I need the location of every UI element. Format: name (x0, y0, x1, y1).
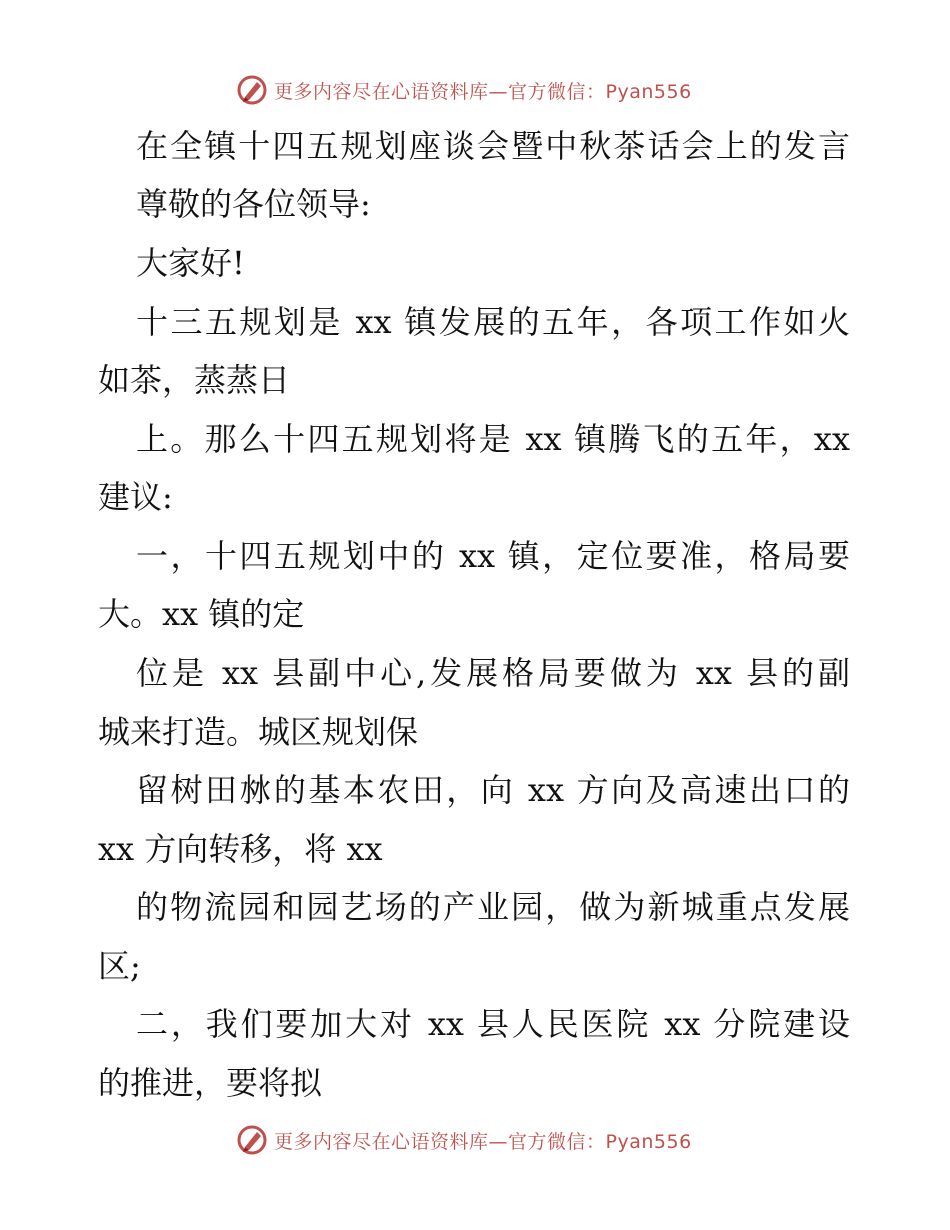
paragraph-line: 建议: (98, 478, 173, 516)
watermark-text: 更多内容尽在心语资料库—官方微信：Pyan556 (274, 1130, 692, 1153)
paragraph-line: 如茶，蒸蒸日 (98, 361, 291, 399)
paragraph-line: 一，十四五规划中的 xx 镇，定位要准，格局要 (136, 537, 850, 575)
paragraph-line: 上。那么十四五规划将是 xx 镇腾飞的五年，xx (136, 420, 850, 458)
salutation-line: 尊敬的各位领导: (136, 185, 371, 223)
paragraph-line: 留树田沝的基本农田，向 xx 方向及高速出口的 (136, 771, 850, 809)
paragraph-line: 十三五规划是 xx 镇发展的五年，各项工作如火 (136, 303, 850, 341)
greeting-line: 大家好! (136, 244, 245, 282)
paragraph-line: 区; (98, 947, 141, 985)
watermark-text: 更多内容尽在心语资料库—官方微信：Pyan556 (274, 80, 692, 103)
paragraph-line: 大。xx 镇的定 (98, 595, 305, 633)
paragraph-line: 的物流园和园艺场的产业园，做为新城重点发展 (136, 888, 850, 926)
paragraph-line: xx 方向转移，将 xx (98, 830, 383, 868)
paragraph-line: 位是 xx 县副中心,发展格局要做为 xx 县的副 (136, 654, 850, 692)
paragraph-line: 二，我们要加大对 xx 县人民医院 xx 分院建设 (136, 1005, 850, 1043)
pen-logo-icon (236, 1124, 268, 1156)
paragraph-line: 的推进，要将拟 (98, 1064, 323, 1102)
document-title: 在全镇十四五规划座谈会暨中秋茶话会上的发言 (136, 127, 850, 165)
watermark-banner-bottom (236, 1122, 692, 1158)
paragraph-line: 城来打造。城区规划保 (98, 713, 419, 751)
